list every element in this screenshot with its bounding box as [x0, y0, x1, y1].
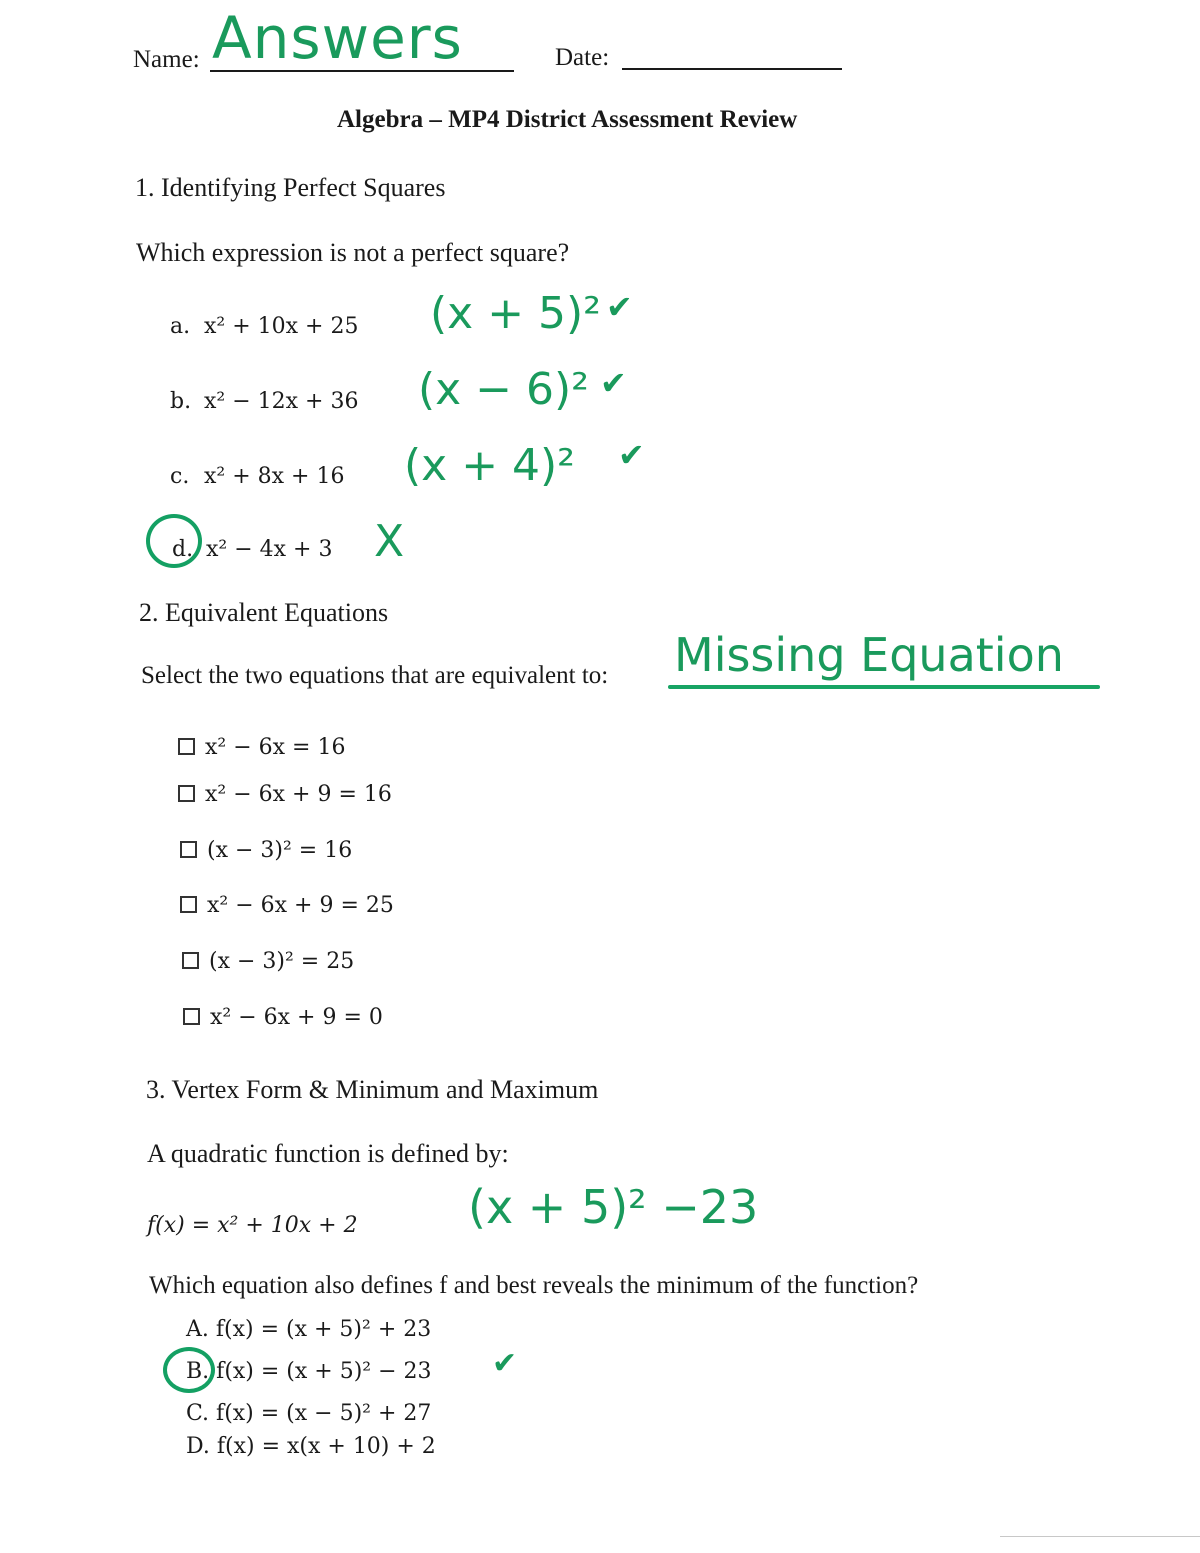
- q2-choice[interactable]: x² − 6x = 16: [178, 735, 345, 760]
- q3-question: Which equation also defines f and best reveals the minimum of the function?: [149, 1272, 919, 1299]
- checkbox-icon[interactable]: [178, 738, 195, 755]
- q1-option-b-label: b.: [170, 389, 192, 414]
- date-label: Date:: [555, 44, 610, 71]
- q1-option-b-expr: x² − 12x + 36: [204, 389, 359, 414]
- q1-option-c-answer: (x + 4)²: [404, 440, 575, 491]
- q1-option-a-answer: (x + 5)²: [430, 288, 601, 339]
- scan-edge-line: [1000, 1536, 1200, 1537]
- q1-option-c-expr: x² + 8x + 16: [204, 464, 345, 489]
- q2-heading: 2. Equivalent Equations: [139, 598, 389, 627]
- q1-heading: 1. Identifying Perfect Squares: [135, 173, 446, 202]
- date-underline: [622, 68, 842, 70]
- q3-function: f(x) = x² + 10x + 2: [147, 1213, 358, 1238]
- q3-option-b: B. f(x) = (x + 5)² − 23: [186, 1359, 432, 1384]
- checkbox-icon[interactable]: [180, 841, 197, 858]
- q3-option-d: D. f(x) = x(x + 10) + 2: [186, 1434, 436, 1459]
- checkbox-icon[interactable]: [180, 896, 197, 913]
- q2-choice[interactable]: x² − 6x + 9 = 16: [178, 782, 392, 807]
- wrong-x-mark-icon: X: [374, 516, 405, 567]
- check-mark-icon: ✔: [600, 364, 627, 402]
- checkbox-icon[interactable]: [178, 785, 195, 802]
- q2-missing-equation-note: Missing Equation: [674, 628, 1064, 682]
- q3-prompt: A quadratic function is defined by:: [147, 1139, 509, 1168]
- checkbox-icon[interactable]: [183, 1008, 200, 1025]
- name-label: Name:: [133, 46, 200, 73]
- q3-option-a: A. f(x) = (x + 5)² + 23: [186, 1317, 432, 1342]
- q1-prompt: Which expression is not a perfect square?: [136, 238, 570, 267]
- q2-choice[interactable]: (x − 3)² = 16: [180, 838, 352, 863]
- q2-choice[interactable]: x² − 6x + 9 = 0: [183, 1005, 383, 1030]
- q3-work: (x + 5)² −23: [468, 1180, 759, 1234]
- q2-choice[interactable]: x² − 6x + 9 = 25: [180, 893, 394, 918]
- name-answer: Answers: [212, 4, 463, 72]
- q1-option-b-answer: (x − 6)²: [418, 364, 589, 415]
- check-mark-icon: ✔: [492, 1346, 518, 1381]
- q1-option-c-label: c.: [170, 464, 190, 489]
- q1-option-a-expr: x² + 10x + 25: [204, 314, 359, 339]
- check-mark-icon: ✔: [606, 288, 633, 326]
- q1-option-d-expr: x² − 4x + 3: [206, 537, 333, 562]
- page-title: Algebra – MP4 District Assessment Review: [337, 106, 798, 133]
- q3-heading: 3. Vertex Form & Minimum and Maximum: [146, 1075, 599, 1104]
- q2-choice[interactable]: (x − 3)² = 25: [182, 949, 354, 974]
- check-mark-icon: ✔: [618, 436, 645, 474]
- checkbox-icon[interactable]: [182, 952, 199, 969]
- q2-note-underline: [668, 685, 1100, 689]
- q1-option-d-label: d.: [172, 537, 194, 562]
- q3-option-c: C. f(x) = (x − 5)² + 27: [186, 1401, 432, 1426]
- q2-prompt: Select the two equations that are equivalent to:: [141, 662, 609, 689]
- q1-option-a-label: a.: [170, 314, 191, 339]
